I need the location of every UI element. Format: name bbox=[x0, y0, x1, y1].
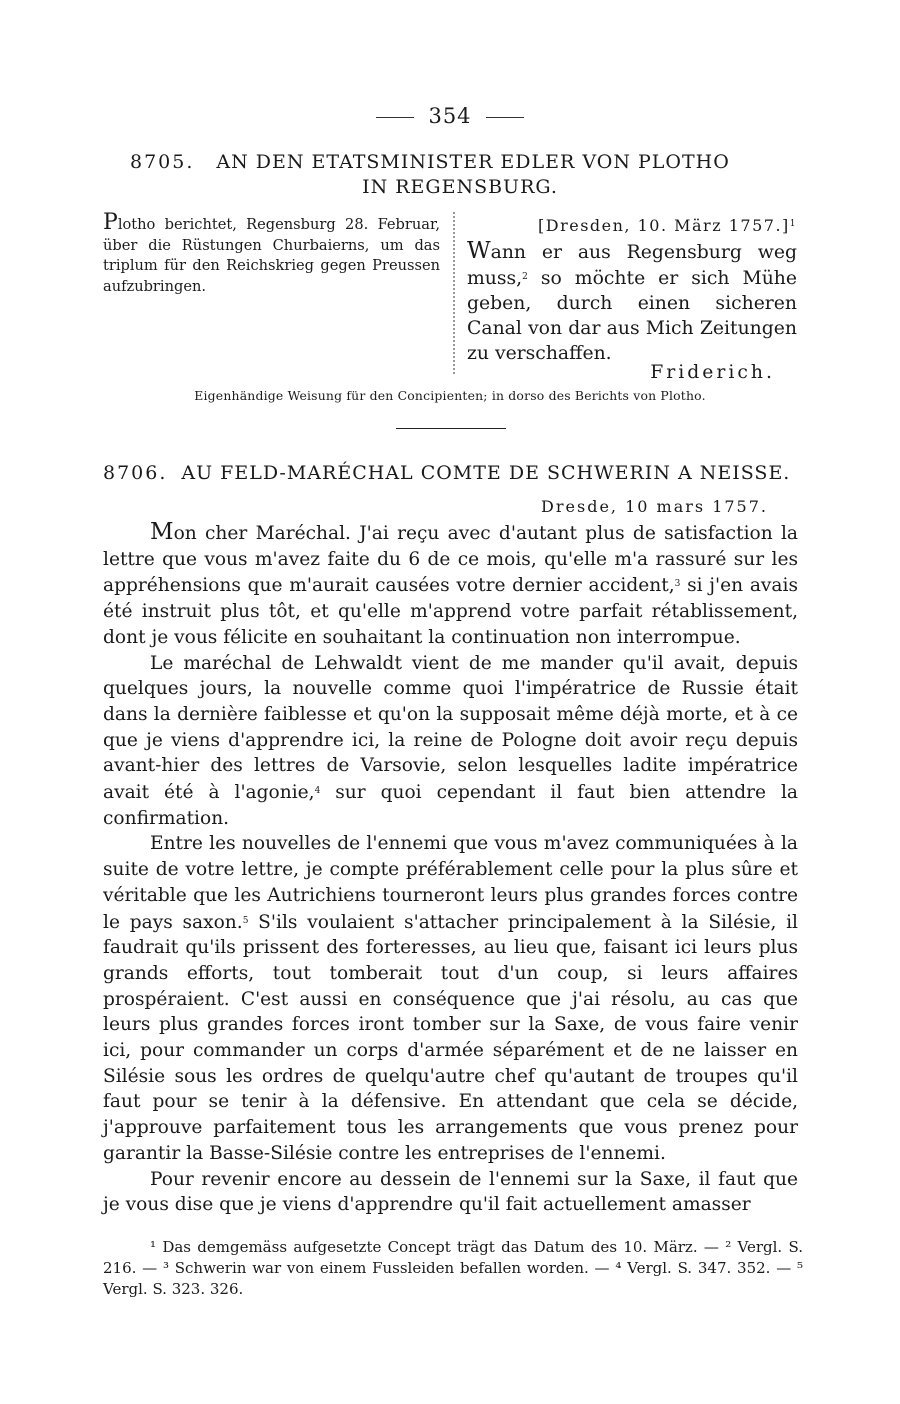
page-number: 354 bbox=[428, 104, 472, 128]
footnote-ref-5: 5 bbox=[242, 915, 249, 926]
p1-text-a: on cher Maréchal. J'ai reçu avec d'autant plus de satisfaction la lettre que vous m'avez faite du 6 de ce mois, qu'elle m'a rassuré sur les appréhensions que m'aurait causées votre dernier accident, bbox=[103, 523, 798, 597]
p1-text-b: si j'en avais été instruit plus tôt, et qu'elle m'apprend votre parfait rétablissement, dont je vous félicite en souhaitant la continuation non interrompue. bbox=[103, 575, 798, 648]
footnote-ref-1: 1 bbox=[789, 219, 797, 229]
column-divider bbox=[453, 212, 455, 374]
summary-initial: P bbox=[103, 210, 118, 235]
doc1-title-line1: AN DEN ETATSMINISTER EDLER VON PLOTHO bbox=[216, 151, 730, 173]
doc1-number: 8705. bbox=[130, 151, 195, 173]
section-rule bbox=[396, 428, 506, 429]
doc1-title bbox=[130, 150, 780, 200]
doc2-title bbox=[103, 461, 803, 486]
header-dash-left bbox=[376, 117, 414, 118]
p3-text-b: S'ils voulaient s'attacher principalement à la Silésie, il faudrait qu'ils prissent des forteresses, au lieu que, faisant ici leurs plus grands efforts, tout tomberait tout d'un coup, si leurs affaires prospéraient. C'est aussi en conséquence que j'ai résolu, au cas que leurs plus grandes forces iront tomber sur la Saxe, de vous faire venir ici, pour commander un corps d'armée séparément et de ne laisser en Silésie sous les ordres de quelqu'autre chef qu'autant de troupes qu'il faut pour se tenir à la défensive. En attendant que cela se décide, j'approuve parfaitement tous les arrangements que vous prenez pour garantir la Basse-Silésie contre les entreprises de l'ennemi. bbox=[103, 911, 798, 1164]
doc2-number: 8706. bbox=[103, 462, 168, 484]
doc1-title-line2: IN REGENSBURG. bbox=[362, 176, 558, 198]
page-number-header bbox=[0, 104, 900, 128]
signature: Friderich. bbox=[650, 362, 775, 383]
footnote-ref-3: 3 bbox=[674, 579, 681, 590]
reply-text-1: ann er aus Regensburg weg muss, bbox=[467, 242, 797, 289]
footnote-ref-4: 4 bbox=[314, 786, 321, 797]
p2-text-a: Le maréchal de Lehwaldt vient de me mander qu'il avait, depuis quelques jours, la nouvelle comme quoi l'impératrice de Russie était dans la dernière faiblesse et qu'on la supposait même déjà morte, et à ce que je viens d'apprendre ici, la reine de Pologne doit avoir reçu depuis avant-hier des lettres de Varsovie, selon lesquelles ladite impératrice avait été à l'agonie, bbox=[103, 652, 798, 804]
p2-text-b: sur quoi cependant il faut bien attendre la confirmation. bbox=[103, 782, 798, 829]
summary-text: lotho berichtet, Regensburg 28. Februar, über die Rüstungen Churbaierns, um das triplum für den Reichskrieg gegen Preussen aufzubringen. bbox=[103, 216, 440, 295]
reply-text-2: so möchte er sich Mühe geben, durch einen sicheren Canal von dar aus Mich Zeitungen zu verschaffen. bbox=[467, 268, 797, 364]
p1-initial: M bbox=[150, 519, 174, 545]
doc2-title-text: AU FELD-MARÉCHAL COMTE DE SCHWERIN A NEISSE. bbox=[181, 462, 791, 484]
doc1-reply bbox=[467, 212, 797, 385]
reply-initial: W bbox=[467, 238, 491, 264]
paragraph-1 bbox=[103, 520, 798, 651]
doc1-dateline: [Dresden, 10. März 1757.]$^1$ bbox=[538, 216, 797, 235]
doc1-summary bbox=[103, 210, 440, 297]
paragraph-2 bbox=[103, 651, 798, 832]
paragraph-4: Pour revenir encore au dessein de l'ennemi sur la Saxe, il faut que je vous dise que je viens d'apprendre qu'il fait actuellement amasser bbox=[103, 1168, 798, 1216]
doc2-dateline: Dresde, 10 mars 1757. bbox=[541, 497, 768, 516]
footnotes bbox=[103, 1237, 803, 1300]
header-dash-right bbox=[486, 117, 524, 118]
footnotes-text: ¹ Das demgemäss aufgesetzte Concept trägt das Datum des 10. März. — ² Vergl. S. 216. — ³ Schwerin war von einem Fussleiden befallen worden. — ⁴ Vergl. S. 347. 352. — ⁵ Vergl. S. 323. 326. bbox=[103, 1238, 803, 1298]
doc1-instruction: Eigenhändige Weisung für den Concipienten; in dorso des Berichts von Plotho. bbox=[194, 388, 706, 403]
paragraph-3 bbox=[103, 831, 798, 1166]
p3-text-a: Entre les nouvelles de l'ennemi que vous m'avez communiquées à la suite de votre lettre, je compte préférablement celle pour la plus sûre et véritable que les Autrichiens tourneront leurs plus grandes forces contre le pays saxon. bbox=[103, 833, 798, 933]
doc2-body bbox=[103, 520, 798, 1218]
footnote-ref-2: 2 bbox=[522, 272, 528, 282]
